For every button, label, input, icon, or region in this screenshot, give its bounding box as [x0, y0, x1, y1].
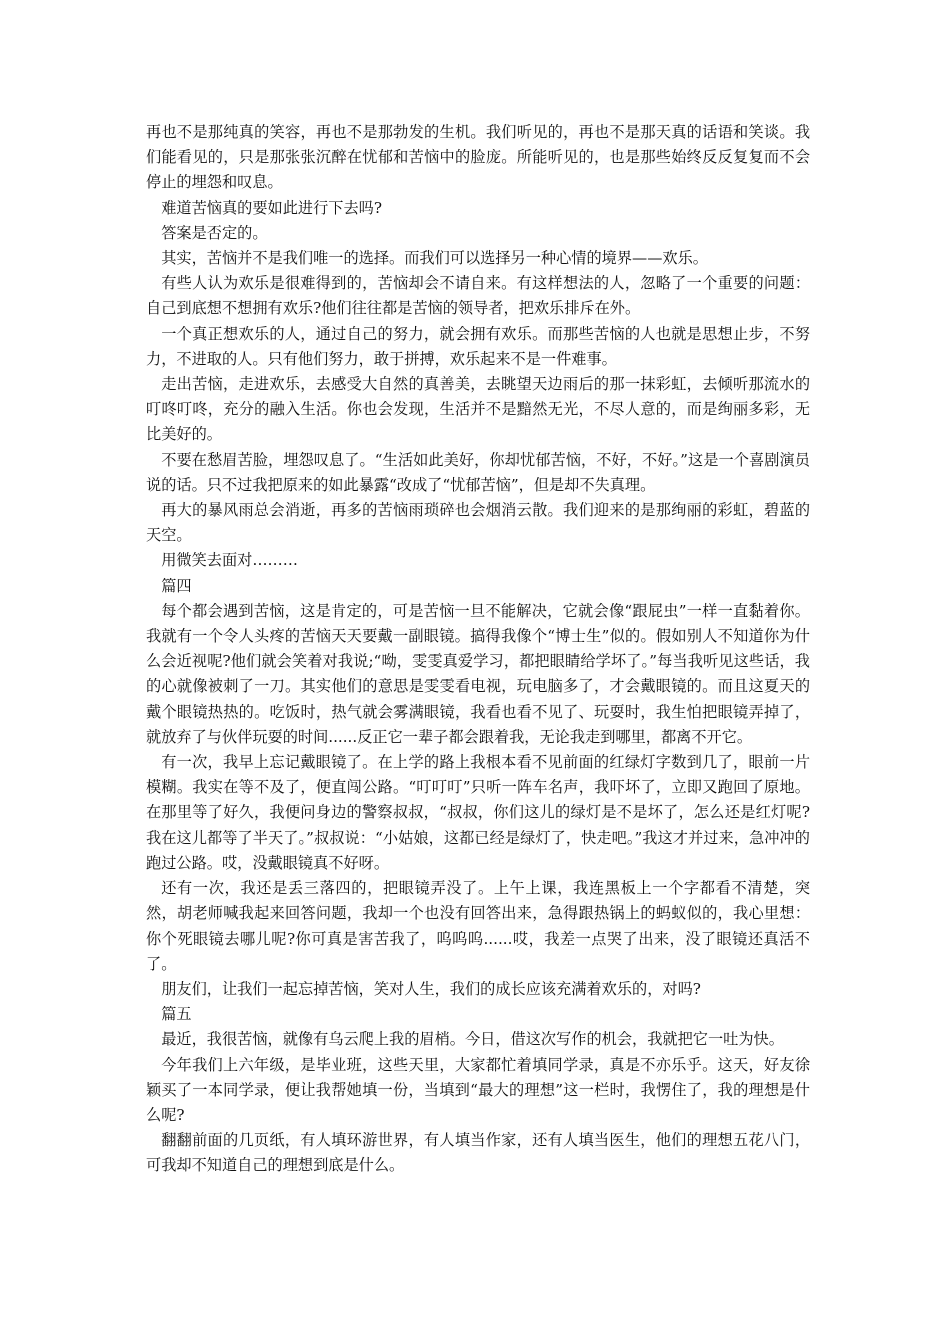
section-heading-4: 篇四: [161, 576, 192, 595]
document-page: [146, 120, 810, 1179]
paragraph-17: 翻翻前面的几页纸，有人填环游世界，有人填当作家，还有人填当医生，他们的理想五花八门，可我却不知道自己的理想到底是什么。: [146, 1131, 810, 1175]
paragraph-5: 有些人认为欢乐是很难得到的，苦恼却会不请自来。有这样想法的人，忽略了一个重要的问题：自己到底想不想拥有欢乐?他们往往都是苦恼的领导者，把欢乐排斥在外。: [146, 274, 810, 318]
paragraph-10: 用微笑去面对………: [161, 551, 298, 570]
paragraph-7: 走出苦恼，走进欢乐，去感受大自然的真善美，去眺望天边雨后的那一抹彩虹，去倾听那流水的叮咚叮咚，充分的融入生活。你也会发现，生活并不是黯然无光，不尽人意的，而是绚丽多彩，无比美好的。: [146, 375, 810, 444]
paragraph-8: 不要在愁眉苦脸，埋怨叹息了。“生活如此美好，你却忧郁苦恼，不好，不好。”这是一个喜剧演员说的话。只不过我把原来的如此暴露“改成了“忧郁苦恼”，但是却不失真理。: [146, 450, 810, 494]
paragraph-14: 朋友们，让我们一起忘掉苦恼，笑对人生，我们的成长应该充满着欢乐的，对吗?: [161, 979, 701, 998]
paragraph-1: 再也不是那纯真的笑容，再也不是那勃发的生机。我们听见的，再也不是那天真的话语和笑谈。我们能看见的，只是那张张沉醉在忧郁和苦恼中的脸庞。所能听见的，也是那些始终反反复复而不会停止的埋怨和叹息。: [146, 123, 810, 192]
paragraph-3: 答案是否定的。: [161, 223, 268, 242]
paragraph-9: 再大的暴风雨总会消逝，再多的苦恼雨琐碎也会烟消云散。我们迎来的是那绚丽的彩虹，碧蓝的天空。: [146, 501, 810, 545]
paragraph-15: 最近，我很苦恼，就像有乌云爬上我的眉梢。今日，借这次写作的机会，我就把它一吐为快。: [161, 1030, 784, 1049]
paragraph-11: 每个都会遇到苦恼，这是肯定的，可是苦恼一旦不能解决，它就会像“跟屁虫”一样一直黏着你。我就有一个令人头疼的苦恼天天要戴一副眼镜。搞得我像个“博士生”似的。假如别人不知道你为什么会近视呢?他们就会笑着对我说;“呦，雯雯真爱学习，都把眼睛给学坏了。”每当我听见这些话，我的心就像被刺了一刀。其实他们的意思是雯雯看电视，玩电脑多了，才会戴眼镜的。而且这夏天的戴个眼镜热热的。吃饭时，热气就会雾满眼镜，我看也看不见了、玩耍时，我生怕把眼镜弄掉了，就放弃了与伙伴玩耍的时间......反正它一辈子都会跟着我，无论我走到哪里，都离不开它。: [146, 601, 810, 746]
paragraph-6: 一个真正想欢乐的人，通过自己的努力，就会拥有欢乐。而那些苦恼的人也就是思想止步，不努力，不进取的人。只有他们努力，敢于拼搏，欢乐起来不是一件难事。: [146, 324, 810, 368]
paragraph-2: 难道苦恼真的要如此进行下去吗?: [161, 198, 382, 217]
paragraph-12: 有一次，我早上忘记戴眼镜了。在上学的路上我根本看不见前面的红绿灯字数到几了，眼前一片模糊。我实在等不及了，便直闯公路。“叮叮叮”只听一阵车名声，我吓坏了，立即又跑回了原地。在那里等了好久，我便问身边的警察叔叔，“叔叔，你们这儿的绿灯是不是坏了，怎么还是红灯呢?我在这儿都等了半天了。”叔叔说：“小姑娘，这都已经是绿灯了，快走吧。”我这才并过来，急冲冲的跑过公路。哎，没戴眼镜真不好呀。: [146, 753, 810, 872]
paragraph-13: 还有一次，我还是丢三落四的，把眼镜弄没了。上午上课，我连黑板上一个字都看不清楚，突然，胡老师喊我起来回答问题，我却一个也没有回答出来，急得跟热锅上的蚂蚁似的，我心里想：你个死眼镜去哪儿呢?你可真是害苦我了，呜呜呜......哎，我差一点哭了出来，没了眼镜还真活不了。: [146, 879, 810, 973]
paragraph-4: 其实，苦恼并不是我们唯一的选择。而我们可以选择另一种心情的境界——欢乐。: [161, 249, 708, 268]
paragraph-16: 今年我们上六年级，是毕业班，这些天里，大家都忙着填同学录，真是不亦乐乎。这天，好友徐颖买了一本同学录，便让我帮她填一份，当填到“最大的理想”这一栏时，我愣住了，我的理想是什么呢?: [146, 1055, 810, 1124]
section-heading-5: 篇五: [161, 1005, 192, 1024]
